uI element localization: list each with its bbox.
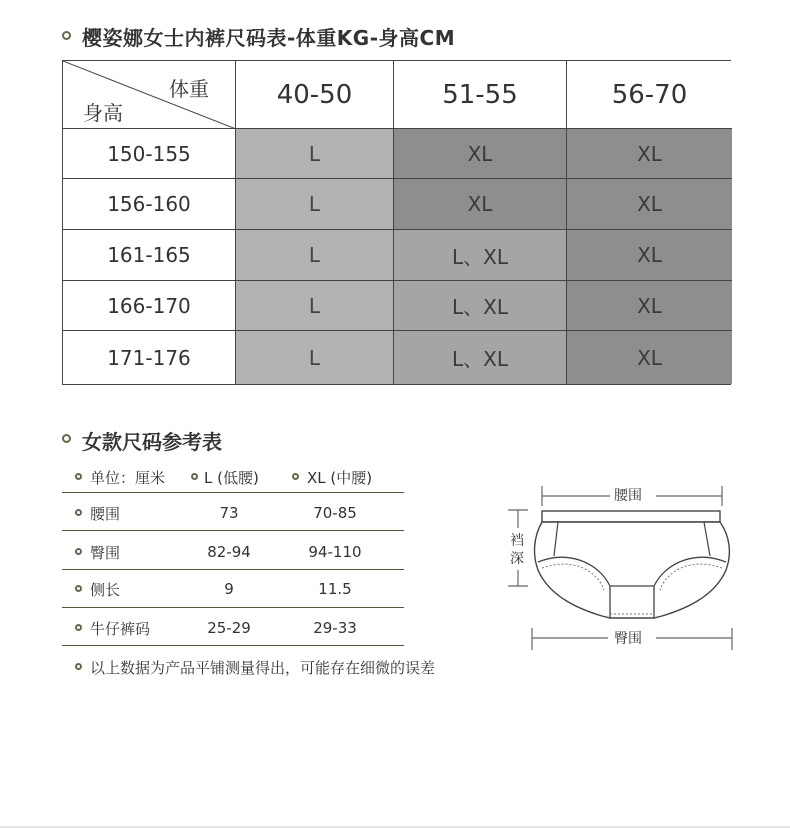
unit-label: 单位：厘米 <box>90 468 166 487</box>
xl-value: 11.5 <box>318 580 352 598</box>
table-row <box>62 494 404 532</box>
l-value: 25-29 <box>207 619 251 637</box>
table-corner-header <box>63 61 236 129</box>
row-label: 牛仔裤码 <box>90 619 151 638</box>
height-cell: 156-160 <box>63 179 236 230</box>
height-cell: 166-170 <box>63 281 236 331</box>
size-cell: L <box>236 331 394 384</box>
briefs-measurement-diagram <box>498 480 738 664</box>
height-axis-label: 身高 <box>83 101 123 125</box>
row-divider <box>62 492 404 493</box>
height-cell: 171-176 <box>63 331 236 384</box>
size-cell: L <box>236 179 394 230</box>
row-bullet-icon <box>75 509 82 516</box>
weight-header: 56-70 <box>567 61 732 129</box>
size-cell: XL <box>567 179 732 230</box>
xl-value: 29-33 <box>313 619 357 637</box>
row-bullet-icon <box>191 473 198 480</box>
xl-value: 94-110 <box>308 543 362 561</box>
section-bullet-icon <box>62 434 71 443</box>
womens-size-title: 女款尺码参考表 <box>82 430 222 454</box>
table-row <box>62 609 404 647</box>
weight-axis-label: 体重 <box>169 77 209 101</box>
l-value: 73 <box>219 504 239 522</box>
size-cell: XL <box>394 129 567 179</box>
row-label: 侧长 <box>90 580 121 599</box>
l-value: 9 <box>224 580 234 598</box>
measurement-note: 以上数据为产品平铺测量得出，可能存在细微的误差 <box>90 659 436 677</box>
size-chart-title: 樱姿娜女士内裤尺码表-体重KG-身高CM <box>82 26 456 50</box>
row-bullet-icon <box>292 473 299 480</box>
section-bullet-icon <box>62 31 71 40</box>
row-divider <box>62 530 404 531</box>
l-value: 82-94 <box>207 543 251 561</box>
xl-value: 70-85 <box>313 504 357 522</box>
size-chart-table <box>62 60 731 385</box>
col-l-header: L (低腰) <box>204 468 259 487</box>
note-bullet-icon <box>75 663 82 670</box>
rise-label-bottom: 深 <box>510 551 524 567</box>
size-cell: L <box>236 281 394 331</box>
hip-label: 臀围 <box>614 631 642 647</box>
table-row <box>62 533 404 571</box>
size-cell: XL <box>567 129 732 179</box>
row-bullet-icon <box>75 624 82 631</box>
row-label: 腰围 <box>90 504 121 523</box>
weight-header: 40-50 <box>236 61 394 129</box>
size-cell: XL <box>394 179 567 230</box>
size-cell: XL <box>567 331 732 384</box>
row-bullet-icon <box>75 473 82 480</box>
weight-header: 51-55 <box>394 61 567 129</box>
col-xl-header: XL (中腰) <box>307 468 373 487</box>
size-cell: L <box>236 129 394 179</box>
table-row <box>62 570 404 608</box>
size-cell: L、XL <box>394 230 567 281</box>
rise-label-top: 裆 <box>510 533 524 549</box>
size-cell: XL <box>567 230 732 281</box>
height-cell: 150-155 <box>63 129 236 179</box>
row-label: 臀围 <box>90 543 121 562</box>
size-cell: L <box>236 230 394 281</box>
size-cell: L、XL <box>394 331 567 384</box>
row-bullet-icon <box>75 548 82 555</box>
row-divider <box>62 607 404 608</box>
height-cell: 161-165 <box>63 230 236 281</box>
table-header-row <box>62 458 404 496</box>
size-cell: L、XL <box>394 281 567 331</box>
size-cell: XL <box>567 281 732 331</box>
row-divider <box>62 645 404 646</box>
row-bullet-icon <box>75 585 82 592</box>
waist-label: 腰围 <box>614 488 642 504</box>
